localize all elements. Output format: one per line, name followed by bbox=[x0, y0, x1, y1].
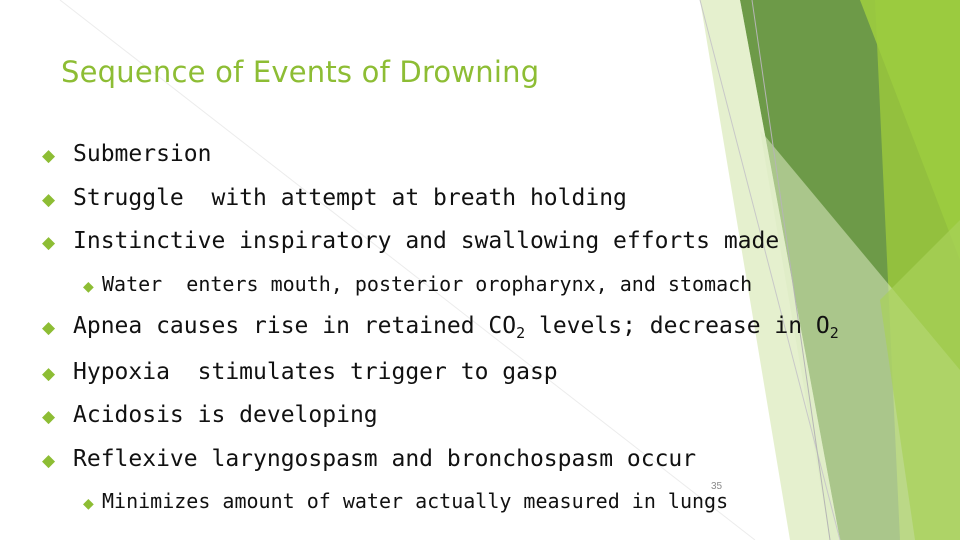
diamond-bullet-icon: ◆ bbox=[42, 233, 56, 253]
bullet-acidosis bbox=[42, 402, 378, 428]
bullet-text: Struggle with attempt at breath holding bbox=[73, 185, 627, 211]
bullet-apnea bbox=[42, 313, 839, 342]
bullet-text: Hypoxia stimulates trigger to gasp bbox=[73, 359, 558, 385]
bullet-hypoxia bbox=[42, 359, 558, 385]
bullet-text: Water enters mouth, posterior oropharynx, and stomach bbox=[102, 272, 753, 296]
sub-bullet-water bbox=[83, 272, 752, 296]
page-number: 35 bbox=[711, 481, 723, 492]
diamond-bullet-icon: ◆ bbox=[42, 364, 56, 384]
bullet-text: Minimizes amount of water actually measured in lungs bbox=[102, 489, 729, 513]
diamond-bullet-icon: ◆ bbox=[42, 451, 56, 471]
bullet-text-part: levels; decrease in O bbox=[525, 313, 830, 339]
bullet-submersion bbox=[42, 141, 211, 167]
diamond-bullet-icon: ◆ bbox=[83, 496, 94, 512]
bullet-reflexive bbox=[42, 446, 696, 472]
diamond-bullet-icon: ◆ bbox=[42, 407, 56, 427]
bullet-text: Instinctive inspiratory and swallowing efforts made bbox=[73, 228, 780, 254]
sub-bullet-minimizes bbox=[83, 489, 728, 513]
slide-title: Sequence of Events of Drowning bbox=[61, 55, 540, 89]
bullet-text bbox=[73, 313, 839, 342]
bullet-text: Reflexive laryngospasm and bronchospasm occur bbox=[73, 446, 697, 472]
diamond-bullet-icon: ◆ bbox=[42, 146, 56, 166]
subscript: 2 bbox=[516, 324, 526, 342]
diamond-bullet-icon: ◆ bbox=[42, 318, 56, 338]
bullet-text-part: Apnea causes rise in retained CO bbox=[73, 313, 517, 339]
subscript: 2 bbox=[829, 324, 839, 342]
diamond-bullet-icon: ◆ bbox=[42, 190, 56, 210]
bullet-text: Submersion bbox=[73, 141, 212, 167]
diamond-bullet-icon: ◆ bbox=[83, 279, 94, 295]
bullet-struggle bbox=[42, 185, 627, 211]
bullet-instinctive bbox=[42, 228, 779, 254]
bullet-text: Acidosis is developing bbox=[73, 402, 378, 428]
